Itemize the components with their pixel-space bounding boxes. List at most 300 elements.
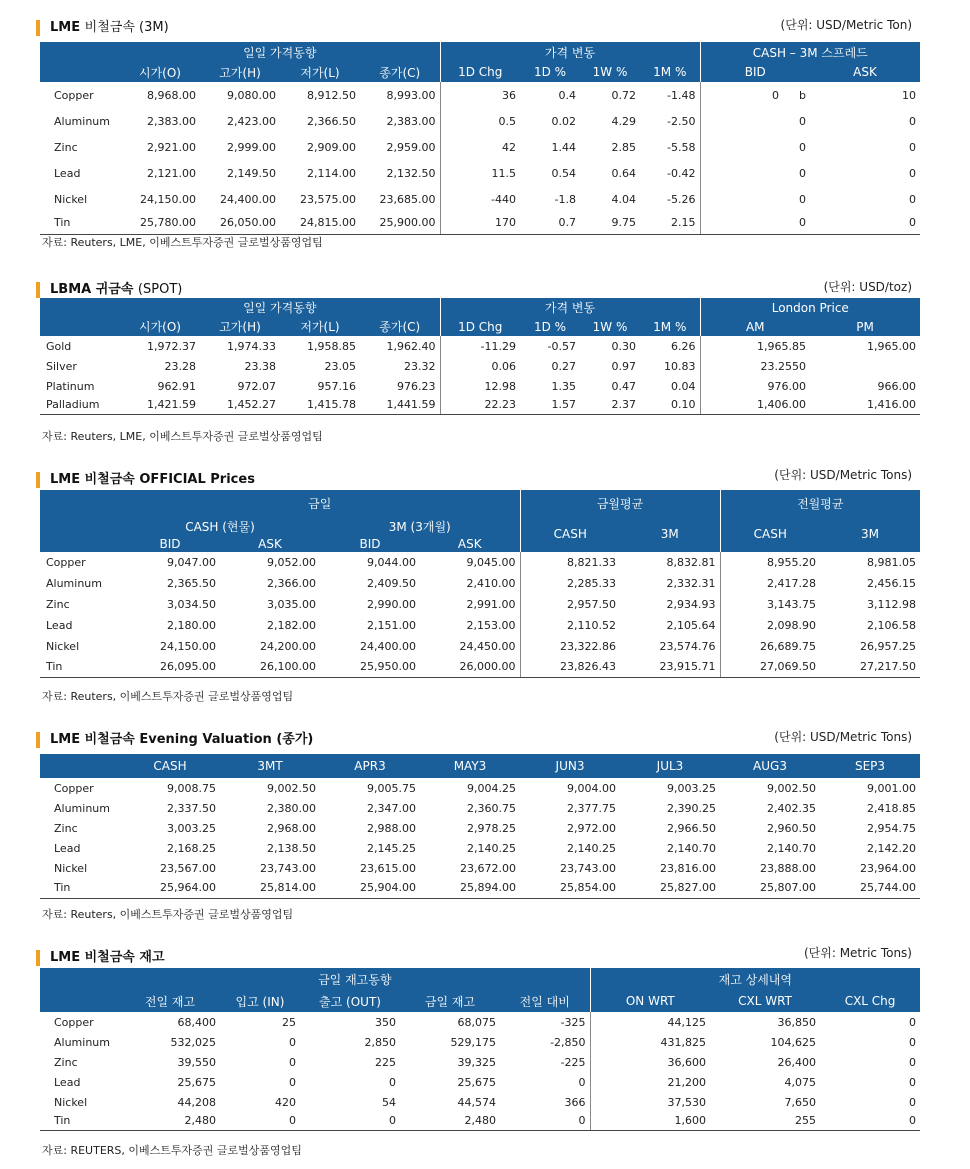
cell: 1,406.00	[700, 396, 810, 414]
metal-name: Zinc	[54, 140, 78, 154]
column-header: 종가(C)	[360, 317, 440, 336]
cell: 2,418.85	[867, 801, 916, 815]
header-blank	[40, 317, 120, 336]
source-note: 자료: REUTERS, 이베스트투자증권 글로벌상품영업팀	[42, 1144, 302, 1157]
cell: 2,140.70	[767, 841, 816, 855]
cell: 23.2550	[760, 359, 806, 373]
cell: 27,217.50	[820, 657, 920, 677]
cell: 42	[502, 140, 516, 154]
cell: 2,480	[120, 1112, 220, 1130]
metal-name: Zinc	[54, 821, 78, 835]
bid-value: 0	[772, 88, 780, 102]
cell: 2,140.25	[467, 841, 516, 855]
cell: 23.38	[244, 359, 276, 373]
group-header: 재고 상세내역	[590, 968, 920, 990]
cell: 0	[799, 166, 806, 180]
table-row	[40, 160, 920, 186]
cell: 0	[700, 212, 810, 234]
cell: 23,743.00	[560, 861, 616, 875]
cell: 966.00	[877, 379, 917, 393]
header-blank	[40, 968, 120, 990]
metal-name: Nickel	[54, 1095, 88, 1109]
cell: 0	[799, 140, 806, 154]
cell: 23,567.00	[160, 861, 216, 875]
cell: 36,850	[777, 1015, 817, 1029]
cell: 957.16	[317, 379, 356, 393]
cell: -0.42	[640, 160, 700, 186]
metal-name: Nickel	[54, 192, 88, 206]
cell: 26,050.00	[200, 212, 280, 234]
cell: 26,400	[777, 1055, 817, 1069]
cell: 0	[909, 1015, 917, 1029]
metal-name: Tin	[40, 878, 120, 898]
header-blank	[40, 490, 120, 516]
cell: 366	[500, 1092, 590, 1112]
cell: 2,132.50	[360, 160, 440, 186]
column-header: CXL WRT	[710, 990, 820, 1012]
group-header: 일일 가격동향	[120, 298, 440, 317]
cell: 2,145.25	[367, 841, 416, 855]
cell: 2,121.00	[147, 166, 196, 180]
cell: 2,383.00	[360, 108, 440, 134]
column-header: BID	[700, 62, 810, 82]
metal-name: Copper	[54, 88, 94, 102]
cell: 1.57	[520, 396, 580, 414]
cell: -2,850	[500, 1032, 590, 1052]
lbma-section	[36, 282, 924, 448]
cell: 2,960.50	[767, 821, 816, 835]
metal-name: Zinc	[46, 598, 70, 611]
metal-name: Lead	[46, 619, 73, 632]
evening-section	[36, 732, 924, 924]
bid-mark: b	[799, 88, 806, 102]
cell: 0.97	[611, 359, 636, 373]
cell: 6.26	[640, 336, 700, 356]
header-blank	[40, 62, 120, 82]
metal-name: Silver	[46, 359, 77, 373]
cell: 0	[909, 1095, 917, 1109]
metal-name: Tin	[40, 1112, 120, 1130]
table-row	[40, 396, 920, 414]
cell: 2,972.00	[567, 821, 616, 835]
cell: 9,004.00	[567, 781, 616, 795]
cell: 0	[500, 1072, 590, 1092]
stock-table	[40, 968, 920, 1131]
table-row	[40, 778, 920, 798]
cell: 23.28	[164, 359, 196, 373]
cell: 529,175	[450, 1035, 496, 1049]
cell: -1.8	[554, 192, 576, 206]
cell: 2,153.00	[420, 615, 520, 636]
table-row	[40, 573, 920, 594]
cell: 25,814.00	[220, 878, 320, 898]
cell: 25,900.00	[360, 212, 440, 234]
metal-name: Gold	[46, 339, 72, 353]
evening-table	[40, 754, 920, 899]
cell: 0	[300, 1112, 400, 1130]
column-header: ASK	[810, 62, 920, 82]
table-row	[40, 1012, 920, 1032]
cell: 532,025	[170, 1035, 216, 1049]
cell: 2,285.33	[567, 577, 616, 590]
cell: 2,968.00	[267, 821, 316, 835]
cell: 68,075	[457, 1015, 496, 1029]
cell: 0	[909, 140, 916, 154]
cell: 3,003.25	[167, 821, 216, 835]
cell: 0.7	[520, 212, 580, 234]
cell: 7,650	[784, 1095, 817, 1109]
cell: 0	[289, 1055, 296, 1069]
metal-name: Nickel	[54, 861, 88, 875]
cell: 2,182.00	[267, 619, 316, 632]
cell: 0.10	[640, 396, 700, 414]
table-row	[40, 336, 920, 356]
table-row	[40, 838, 920, 858]
cell: 2,409.50	[367, 577, 416, 590]
cell: 0	[820, 1112, 920, 1130]
cell: 2,366.50	[307, 114, 356, 128]
column-header: JUN3	[520, 754, 620, 778]
cell: 1.35	[551, 379, 576, 393]
official-section	[36, 470, 924, 706]
table-row	[40, 1032, 920, 1052]
cell: 9,003.25	[667, 781, 716, 795]
cell: 23,672.00	[460, 861, 516, 875]
column-header: 종가(C)	[360, 62, 440, 82]
column-header: 1W %	[580, 62, 640, 82]
cell: 25,894.00	[420, 878, 520, 898]
column-header: 1W %	[580, 317, 640, 336]
evening-title: LME 비철금속 Evening Valuation (종가)	[36, 732, 313, 748]
cell: 8,993.00	[360, 82, 440, 108]
cell: 9,052.00	[267, 556, 316, 569]
cell: 1,965.85	[757, 339, 806, 353]
table-row	[40, 356, 920, 376]
cell: 2,098.90	[767, 619, 816, 632]
lme-3m-table	[40, 42, 920, 235]
cell: 1.44	[551, 140, 576, 154]
metal-name: Lead	[54, 1075, 81, 1089]
cell: 2.85	[611, 140, 636, 154]
metal-name: Aluminum	[54, 801, 110, 815]
cell: 25,780.00	[120, 212, 200, 234]
cell: 9.75	[580, 212, 640, 234]
cell: 24,200.00	[260, 640, 316, 653]
cell: 4.29	[611, 114, 636, 128]
cell: 2,999.00	[227, 140, 276, 154]
cell: 8,912.50	[307, 88, 356, 102]
column-header: CXL Chg	[820, 990, 920, 1012]
column-header: ON WRT	[590, 990, 710, 1012]
table-row	[40, 858, 920, 878]
source-note: 자료: Reuters, 이베스트투자증권 글로벌상품영업팀	[42, 908, 294, 921]
cell: 2,180.00	[167, 619, 216, 632]
table-row	[40, 594, 920, 615]
source-note: 자료: Reuters, LME, 이베스트투자증권 글로벌상품영업팀	[42, 430, 323, 443]
cell: 9,004.25	[467, 781, 516, 795]
cell: 1,452.27	[200, 396, 280, 414]
group-header: 일일 가격동향	[120, 42, 440, 62]
cell: 2,966.50	[667, 821, 716, 835]
cell: 2,959.00	[360, 134, 440, 160]
cell: 23.32	[360, 356, 440, 376]
group-header: 금월평균	[520, 490, 720, 516]
cell: 0.72	[611, 88, 636, 102]
cell: 8,968.00	[147, 88, 196, 102]
column-header: 1M %	[640, 62, 700, 82]
cell: 25,675	[457, 1075, 496, 1089]
cell: 26,095.00	[120, 657, 220, 677]
header-blank	[40, 536, 120, 552]
official-unit: (단위: USD/Metric Tons)	[774, 468, 912, 482]
cell: 23,816.00	[660, 861, 716, 875]
table-row	[40, 376, 920, 396]
cell: 2,106.58	[867, 619, 916, 632]
cell: -325	[500, 1012, 590, 1032]
cell: 21,200	[667, 1075, 707, 1089]
cell: 8,955.20	[767, 556, 816, 569]
cell: 225	[375, 1055, 396, 1069]
cell: 2,377.75	[567, 801, 616, 815]
cell: 23,888.00	[760, 861, 816, 875]
cell: 2,991.00	[420, 594, 520, 615]
cell: 0	[389, 1075, 396, 1089]
cell: 10	[902, 88, 916, 102]
cell: 9,080.00	[227, 88, 276, 102]
sub-header: 3M (3개월)	[320, 516, 520, 536]
table-row	[40, 615, 920, 636]
cell: -5.26	[640, 186, 700, 212]
cell: 25,950.00	[320, 657, 420, 677]
metal-name: Tin	[40, 212, 120, 234]
column-header: JUL3	[620, 754, 720, 778]
table-row	[40, 1092, 920, 1112]
group-header: 금일	[120, 490, 520, 516]
column-header: 저가(L)	[280, 62, 360, 82]
cell: 2,332.31	[620, 573, 720, 594]
cell: 2,365.50	[167, 577, 216, 590]
stock-unit: (단위: Metric Tons)	[803, 946, 912, 960]
cell: 23,915.71	[620, 657, 720, 677]
lme-3m-section	[36, 20, 924, 252]
column-header: 1D Chg	[440, 62, 520, 82]
cell: 10.83	[640, 356, 700, 376]
cell: 4.04	[611, 192, 636, 206]
cell: 44,125	[667, 1015, 707, 1029]
cell: 0.5	[498, 114, 516, 128]
cell: 3,034.50	[167, 598, 216, 611]
cell: 2.15	[640, 212, 700, 234]
cell: 54	[382, 1095, 396, 1109]
cell: 25,807.00	[720, 878, 820, 898]
cell: 9,045.00	[420, 552, 520, 573]
column-header: 3MT	[220, 754, 320, 778]
cell: 0.64	[611, 166, 636, 180]
column-header: CASH	[720, 516, 820, 552]
cell	[700, 82, 810, 108]
column-header: CASH	[120, 754, 220, 778]
cell: -2.50	[640, 108, 700, 134]
cell: 170	[440, 212, 520, 234]
table-row	[40, 552, 920, 573]
lbma-table	[40, 298, 920, 415]
cell: 1,958.85	[307, 339, 356, 353]
evening-unit: (단위: USD/Metric Tons)	[774, 730, 912, 744]
cell: 25,744.00	[820, 878, 920, 898]
cell: 2,850	[364, 1035, 396, 1049]
cell: 962.91	[157, 379, 196, 393]
column-header: 고가(H)	[200, 317, 280, 336]
cell: 0	[500, 1112, 590, 1130]
table-row	[40, 108, 920, 134]
cell: 11.5	[491, 166, 516, 180]
cell: 2,954.75	[867, 821, 916, 835]
cell: 2,151.00	[367, 619, 416, 632]
lme-3m-title: LME 비철금속 (3M)	[36, 20, 169, 36]
cell: 36,600	[667, 1055, 707, 1069]
cell: 1,600	[590, 1112, 710, 1130]
cell: 44,574	[457, 1095, 496, 1109]
cell: 0.30	[611, 339, 636, 353]
column-header: 3M	[820, 516, 920, 552]
column-header: 시가(O)	[120, 317, 200, 336]
cell: 9,002.50	[267, 781, 316, 795]
metal-name: Copper	[54, 1015, 94, 1029]
lme-3m-unit: (단위: USD/Metric Ton)	[780, 18, 912, 32]
cell: 9,047.00	[167, 556, 216, 569]
cell: 976.00	[767, 379, 806, 393]
cell: 25	[282, 1015, 296, 1029]
table-row	[40, 82, 920, 108]
table-row	[40, 134, 920, 160]
cell: 0	[909, 166, 916, 180]
cell: 2,410.00	[420, 573, 520, 594]
cell: 23,574.76	[620, 636, 720, 657]
cell	[810, 356, 920, 376]
metal-name: Copper	[54, 781, 94, 795]
cell: 2,168.25	[167, 841, 216, 855]
cell: 2,105.64	[620, 615, 720, 636]
table-row	[40, 818, 920, 838]
column-header: BID	[120, 536, 220, 552]
cell: 24,400.00	[220, 192, 276, 206]
cell: 1,416.00	[810, 396, 920, 414]
cell: 0	[909, 192, 916, 206]
cell: 2.37	[580, 396, 640, 414]
cell: 25,854.00	[520, 878, 620, 898]
group-header: London Price	[700, 298, 920, 317]
cell: -11.29	[480, 339, 516, 353]
cell: 2,383.00	[147, 114, 196, 128]
cell: 976.23	[360, 376, 440, 396]
stock-section	[36, 948, 924, 1160]
cell: 27,069.50	[720, 657, 820, 677]
cell: -440	[491, 192, 516, 206]
cell: 2,142.20	[867, 841, 916, 855]
cell: 9,008.75	[167, 781, 216, 795]
lbma-unit: (단위: USD/toz)	[823, 280, 912, 294]
column-header: AUG3	[720, 754, 820, 778]
cell: 0	[909, 1035, 917, 1049]
cell: 0.47	[611, 379, 636, 393]
cell: 2,360.75	[467, 801, 516, 815]
group-header: 전월평균	[720, 490, 920, 516]
cell: 23,743.00	[260, 861, 316, 875]
cell: 1,972.37	[147, 339, 196, 353]
cell: 24,150.00	[160, 640, 216, 653]
cell: 25,964.00	[120, 878, 220, 898]
column-header: CASH	[520, 516, 620, 552]
sub-header: CASH (현물)	[120, 516, 320, 536]
cell: 39,550	[177, 1055, 216, 1069]
cell: 0.06	[491, 359, 516, 373]
cell: 2,423.00	[227, 114, 276, 128]
column-header: ASK	[220, 536, 320, 552]
cell: 0	[810, 212, 920, 234]
column-header: 출고 (OUT)	[300, 990, 400, 1012]
cell: 350	[375, 1015, 396, 1029]
column-header: 3M	[620, 516, 720, 552]
source-note: 자료: Reuters, 이베스트투자증권 글로벌상품영업팀	[42, 690, 294, 703]
cell: 0	[909, 114, 916, 128]
cell: 3,035.00	[267, 598, 316, 611]
cell: 9,001.00	[867, 781, 916, 795]
cell: 26,100.00	[220, 657, 320, 677]
cell: 37,530	[667, 1095, 707, 1109]
cell: 0.27	[551, 359, 576, 373]
group-header: 금일 재고동향	[120, 968, 590, 990]
column-header: 고가(H)	[200, 62, 280, 82]
cell: 22.23	[440, 396, 520, 414]
cell: 23,322.86	[560, 640, 616, 653]
official-table	[40, 490, 920, 678]
table-row	[40, 798, 920, 818]
cell: 2,909.00	[307, 140, 356, 154]
stock-title: LME 비철금속 재고	[36, 950, 165, 966]
cell: 44,208	[177, 1095, 216, 1109]
column-header: AM	[700, 317, 810, 336]
cell: 2,366.00	[267, 577, 316, 590]
cell: 26,957.25	[860, 640, 916, 653]
column-header: APR3	[320, 754, 420, 778]
metal-name: Aluminum	[54, 114, 110, 128]
header-blank	[40, 754, 120, 778]
column-header: ASK	[420, 536, 520, 552]
cell: 2,417.28	[767, 577, 816, 590]
cell: 0.02	[551, 114, 576, 128]
cell: 23,615.00	[360, 861, 416, 875]
cell: 4,075	[784, 1075, 817, 1089]
table-row	[40, 636, 920, 657]
column-header: 1D %	[520, 317, 580, 336]
cell: 25,904.00	[320, 878, 420, 898]
cell: 0.4	[558, 88, 576, 102]
metal-name: Lead	[54, 841, 81, 855]
table-row	[40, 1052, 920, 1072]
cell: 420	[275, 1095, 296, 1109]
cell: 2,957.50	[567, 598, 616, 611]
column-header: 저가(L)	[280, 317, 360, 336]
cell: 25,675	[177, 1075, 216, 1089]
column-header: SEP3	[820, 754, 920, 778]
metal-name: Lead	[54, 166, 81, 180]
cell: 26,000.00	[420, 657, 520, 677]
cell: 0.54	[551, 166, 576, 180]
header-blank	[40, 42, 120, 62]
cell: 2,140.70	[667, 841, 716, 855]
cell: 255	[710, 1112, 820, 1130]
cell: -5.58	[640, 134, 700, 160]
